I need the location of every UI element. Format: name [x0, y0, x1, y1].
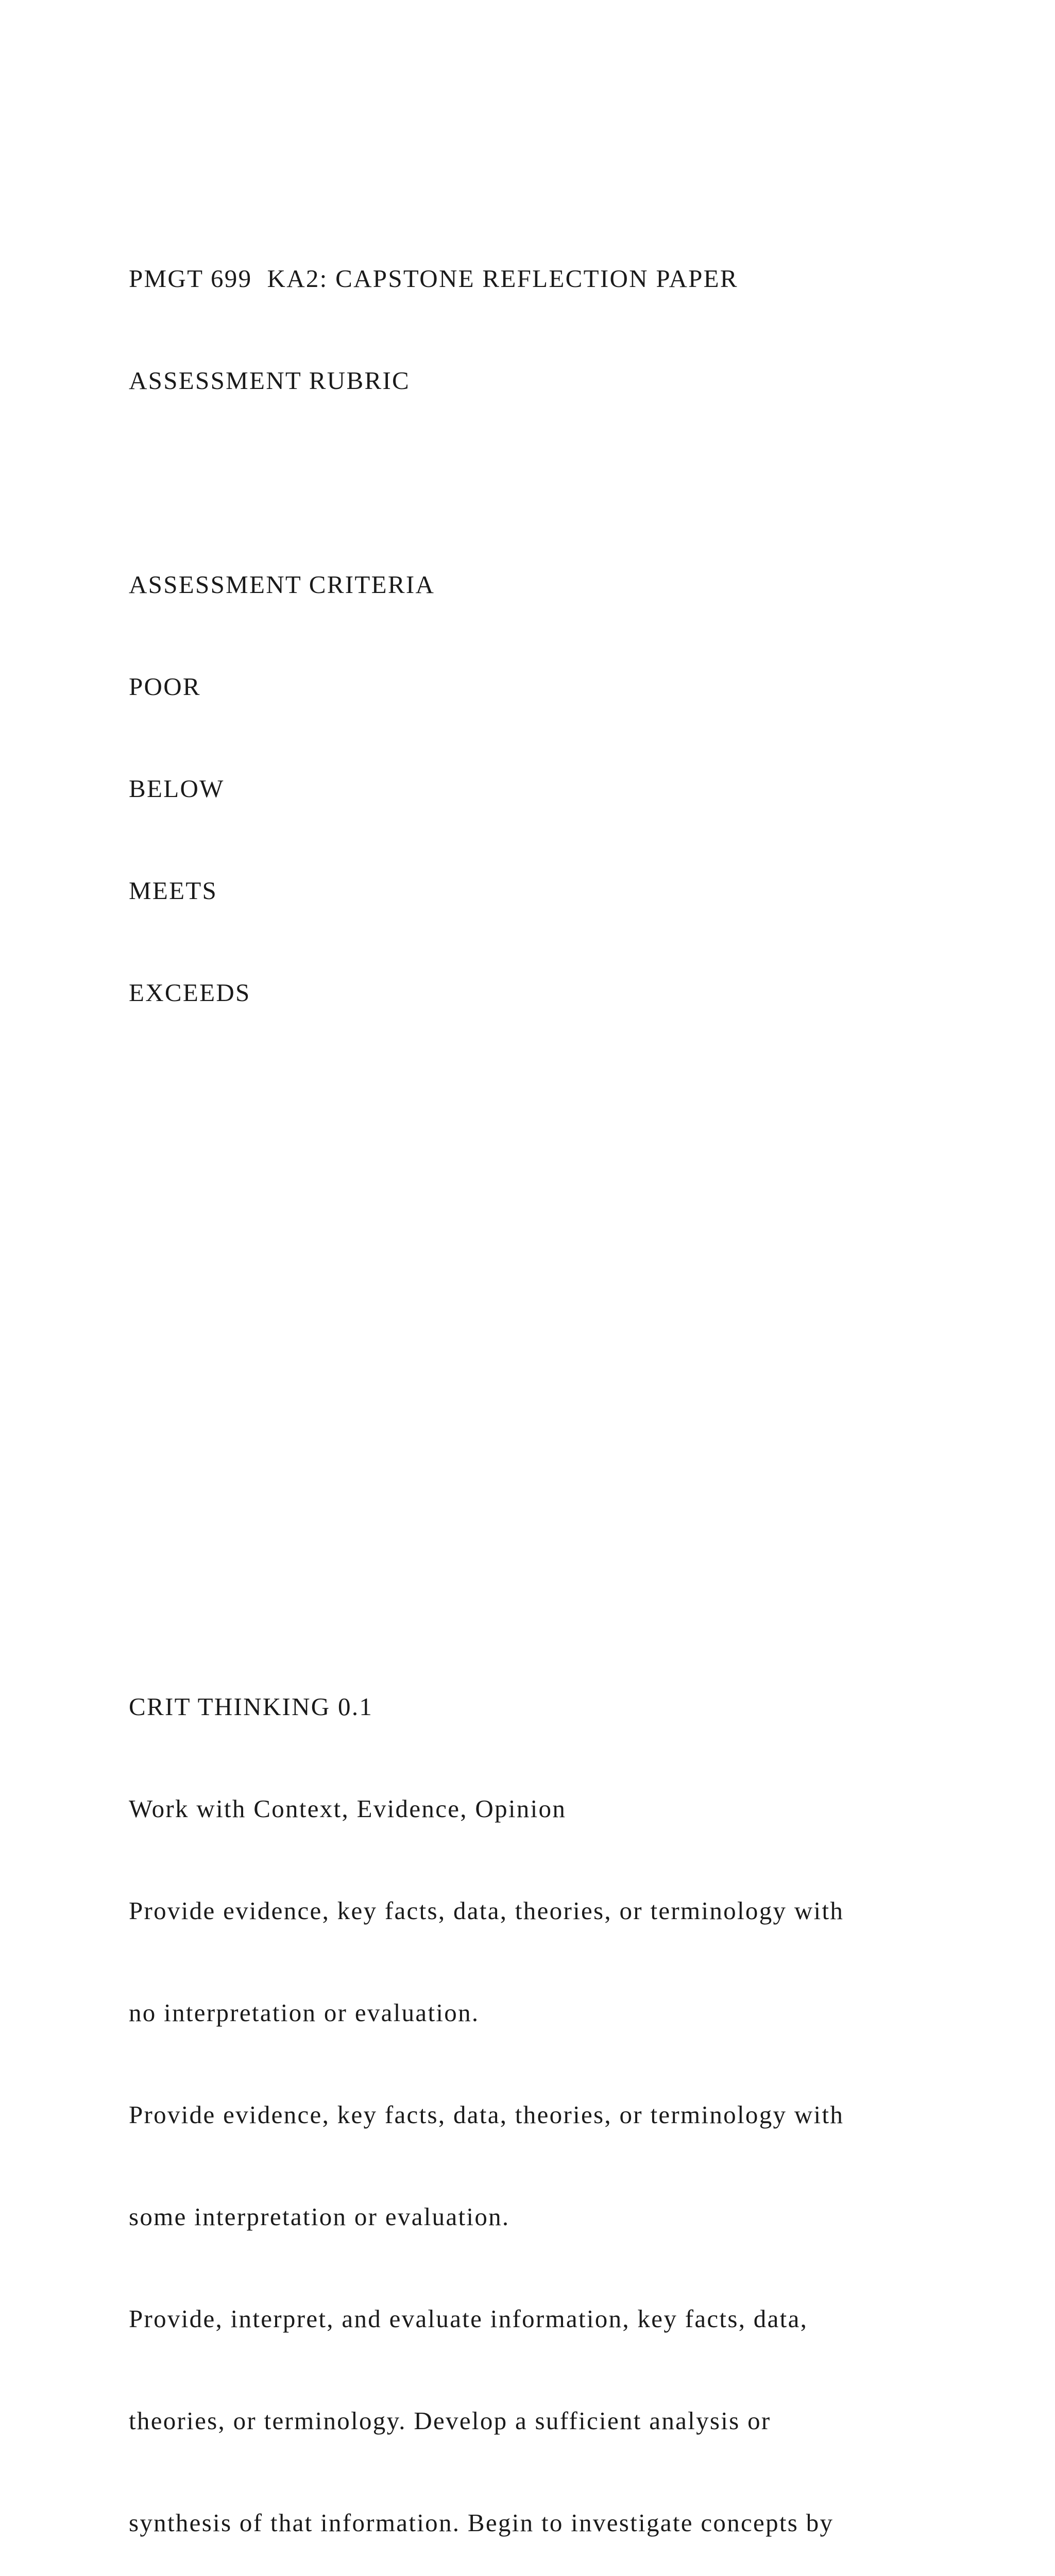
criterion-heading-0-1: CRIT THINKING 0.1 — [129, 1692, 373, 1721]
rating-meets: MEETS — [129, 876, 218, 905]
criterion-text-line: Provide, interpret, and evaluate information, key facts, data, — [129, 2304, 808, 2333]
blank-line — [129, 466, 1005, 500]
rating-exceeds: EXCEEDS — [129, 978, 251, 1007]
criteria-header: ASSESSMENT CRITERIA — [129, 570, 435, 599]
blank-line — [129, 1078, 1005, 1112]
blank-line — [129, 1282, 1005, 1316]
rating-below: BELOW — [129, 774, 225, 803]
doc-title-line-1: PMGT 699 KA2: CAPSTONE REFLECTION PAPER — [129, 264, 738, 293]
blank-line — [129, 1588, 1005, 1622]
blank-line — [129, 1384, 1005, 1418]
criterion-text-line: Provide evidence, key facts, data, theories, or terminology with — [129, 1896, 844, 1925]
criterion-text-line: theories, or terminology. Develop a sufficient analysis or — [129, 2406, 771, 2435]
blank-line — [129, 1486, 1005, 1520]
criterion-title-0-1: Work with Context, Evidence, Opinion — [129, 1794, 567, 1823]
rating-poor: POOR — [129, 672, 201, 701]
doc-title-line-2: ASSESSMENT RUBRIC — [129, 366, 411, 395]
criterion-text-line: synthesis of that information. Begin to investigate concepts by — [129, 2509, 834, 2537]
criterion-text-line: Provide evidence, key facts, data, theories, or terminology with — [129, 2100, 844, 2129]
document-body — [129, 194, 1005, 2576]
blank-line — [129, 1180, 1005, 1214]
criterion-text-line: no interpretation or evaluation. — [129, 1998, 480, 2027]
criterion-text-line: some interpretation or evaluation. — [129, 2202, 510, 2231]
